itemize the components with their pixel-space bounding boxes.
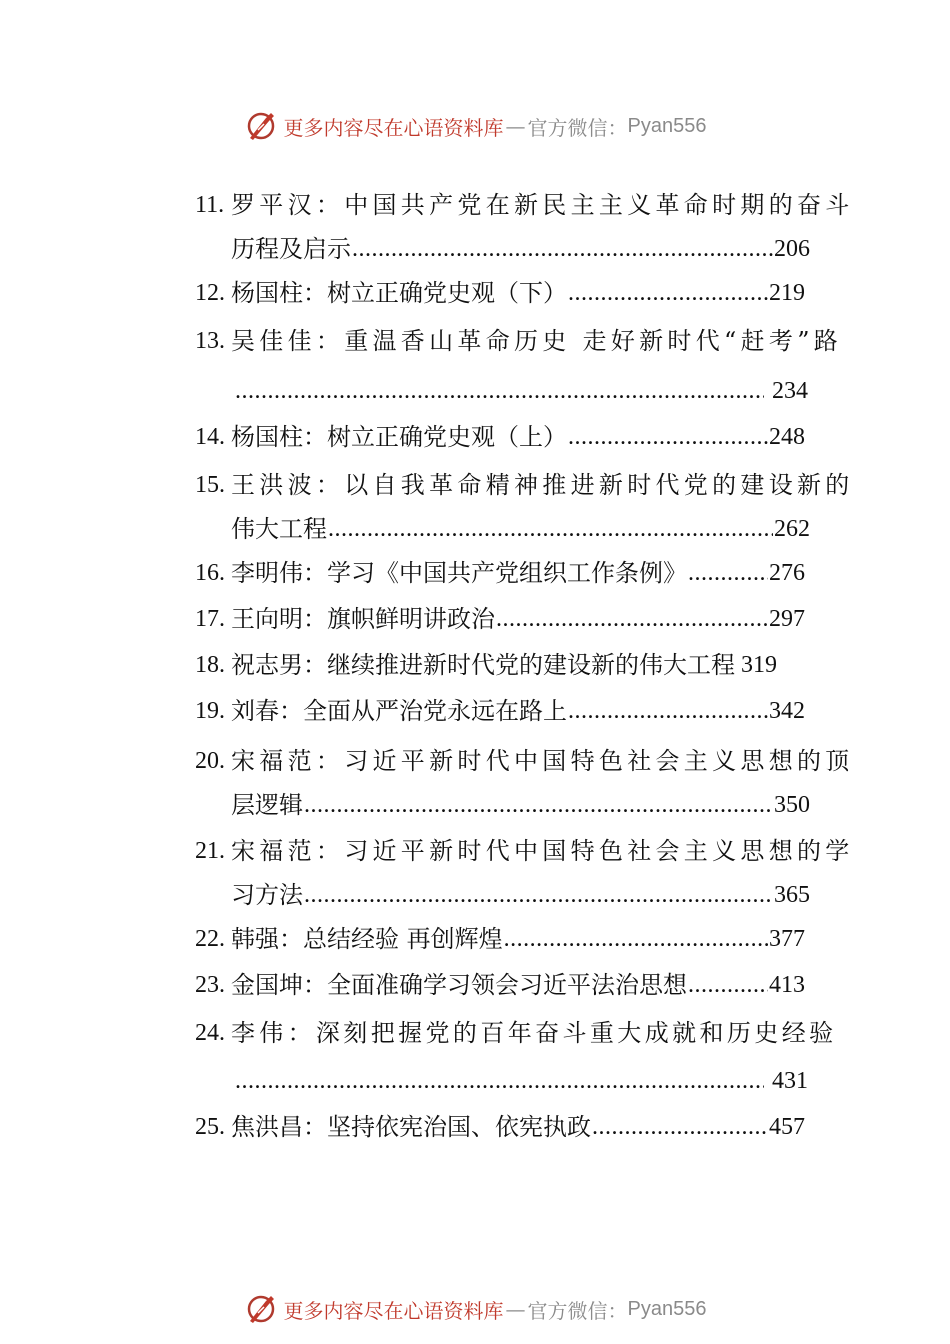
entry-author: 罗平汉： <box>231 191 345 219</box>
entry-page: 319 <box>741 652 777 678</box>
entry-author: 宋福范： <box>231 747 345 775</box>
entry-title-line2: 历程及启示 <box>231 235 351 263</box>
entry-page: 365 <box>774 882 810 908</box>
toc-entry[interactable] <box>195 646 810 692</box>
pen-logo-icon <box>244 108 280 144</box>
entry-number: 17. <box>195 606 225 632</box>
toc-entry[interactable] <box>195 1014 837 1110</box>
entry-title-line2: 伟大工程 <box>231 515 327 543</box>
leader-dots <box>568 696 768 726</box>
entry-page: 413 <box>769 972 805 998</box>
entry-page: 377 <box>769 926 805 952</box>
entry-number: 19. <box>195 698 225 724</box>
toc-entry[interactable] <box>195 1110 810 1156</box>
entry-page: 248 <box>769 424 805 450</box>
entry-page: 262 <box>774 516 810 542</box>
leader-dots <box>568 278 768 308</box>
entry-author: 宋福范： <box>231 837 345 865</box>
entry-page: 350 <box>774 792 810 818</box>
entry-number: 11. <box>195 192 225 218</box>
entry-number: 24. <box>195 1020 225 1046</box>
leader-dots <box>235 376 764 406</box>
entry-title-line1: 深刻把握党的百年奋斗重大成就和历史经验 <box>315 1019 837 1047</box>
entry-author: 金国坤： <box>231 971 327 999</box>
entry-author: 王向明： <box>231 605 327 633</box>
toc-entry[interactable] <box>195 740 854 830</box>
entry-number: 15. <box>195 472 225 498</box>
entry-author: 杨国柱： <box>231 279 327 307</box>
toc-entry[interactable] <box>195 274 810 320</box>
banner-separator: — <box>505 1297 526 1321</box>
entry-title: 全面从严治党永远在路上 <box>303 697 567 725</box>
leader-dots <box>688 558 768 588</box>
entry-number: 16. <box>195 560 225 586</box>
leader-dots <box>688 970 768 1000</box>
entry-author: 焦洪昌： <box>231 1113 327 1141</box>
leader-dots <box>504 924 768 954</box>
entry-number: 25. <box>195 1114 225 1140</box>
banner-brand: 更多内容尽在心语资料库 <box>283 115 504 140</box>
entry-title-line1: 重温香山革命历史 走好新时代“赶考”路 <box>344 327 843 355</box>
entry-number: 13. <box>195 328 225 354</box>
entry-title: 旗帜鲜明讲政治 <box>327 605 495 633</box>
leader-dots <box>568 422 768 452</box>
banner-contact: 官方微信： <box>527 115 628 140</box>
leader-dots <box>328 514 773 544</box>
entry-title-line1: 习近平新时代中国特色社会主义思想的顶 <box>344 747 854 775</box>
leader-dots <box>496 604 768 634</box>
toc-entry[interactable] <box>195 830 854 920</box>
entry-page: 219 <box>769 280 805 306</box>
toc-entry[interactable] <box>195 920 810 966</box>
entry-title: 继续推进新时代党的建设新的伟大工程 <box>327 651 735 679</box>
toc-entry[interactable] <box>195 320 843 418</box>
entry-page: 297 <box>769 606 805 632</box>
entry-number: 23. <box>195 972 225 998</box>
pen-logo-icon <box>244 1291 280 1327</box>
leader-dots <box>304 790 773 820</box>
table-of-contents <box>195 184 854 1156</box>
entry-number: 21. <box>195 838 225 864</box>
toc-entry[interactable] <box>195 692 810 740</box>
entry-title-line2: 习方法 <box>231 881 303 909</box>
leader-dots <box>352 234 773 264</box>
entry-number: 14. <box>195 424 225 450</box>
entry-author: 祝志男： <box>231 651 327 679</box>
entry-page: 431 <box>772 1068 808 1094</box>
entry-number: 22. <box>195 926 225 952</box>
entry-title: 学习《中国共产党组织工作条例》 <box>327 559 687 587</box>
entry-author: 刘春： <box>231 697 303 725</box>
banner-wechat-id: Pyan556 <box>627 1297 707 1320</box>
banner-separator: — <box>505 114 526 138</box>
entry-title-line1: 中国共产党在新民主主义革命时期的奋斗 <box>344 191 854 219</box>
toc-entry[interactable] <box>195 418 810 464</box>
toc-entry[interactable] <box>195 464 854 554</box>
toc-entry[interactable] <box>195 966 810 1014</box>
toc-entry[interactable] <box>195 600 810 646</box>
banner-contact: 官方微信： <box>527 1298 628 1323</box>
entry-title-line2: 层逻辑 <box>231 791 303 819</box>
leader-dots <box>235 1066 764 1096</box>
entry-author: 吴佳佳： <box>231 327 345 355</box>
entry-page: 206 <box>774 236 810 262</box>
entry-number: 18. <box>195 652 225 678</box>
header-banner <box>0 106 950 146</box>
entry-number: 12. <box>195 280 225 306</box>
toc-entry[interactable] <box>195 554 810 600</box>
entry-title: 树立正确党史观（下） <box>327 279 567 307</box>
entry-title: 总结经验 再创辉煌 <box>303 925 503 953</box>
entry-number: 20. <box>195 748 225 774</box>
entry-page: 234 <box>772 378 808 404</box>
entry-author: 韩强： <box>231 925 303 953</box>
entry-title: 树立正确党史观（上） <box>327 423 567 451</box>
entry-page: 457 <box>769 1114 805 1140</box>
leader-dots <box>304 880 773 910</box>
entry-author: 李明伟： <box>231 559 327 587</box>
entry-author: 李伟： <box>231 1019 316 1047</box>
entry-author: 杨国柱： <box>231 423 327 451</box>
toc-entry[interactable] <box>195 184 854 274</box>
entry-page: 342 <box>769 698 805 724</box>
entry-page: 276 <box>769 560 805 586</box>
banner-wechat-id: Pyan556 <box>627 114 707 137</box>
leader-dots <box>592 1112 768 1142</box>
entry-title-line1: 习近平新时代中国特色社会主义思想的学 <box>344 837 854 865</box>
entry-title-line1: 以自我革命精神推进新时代党的建设新的 <box>344 471 854 499</box>
banner-brand: 更多内容尽在心语资料库 <box>283 1298 504 1323</box>
entry-title: 全面准确学习领会习近平法治思想 <box>327 971 687 999</box>
footer-banner <box>0 1289 950 1329</box>
entry-author: 王洪波： <box>231 471 345 499</box>
entry-title: 坚持依宪治国、依宪执政 <box>327 1113 591 1141</box>
